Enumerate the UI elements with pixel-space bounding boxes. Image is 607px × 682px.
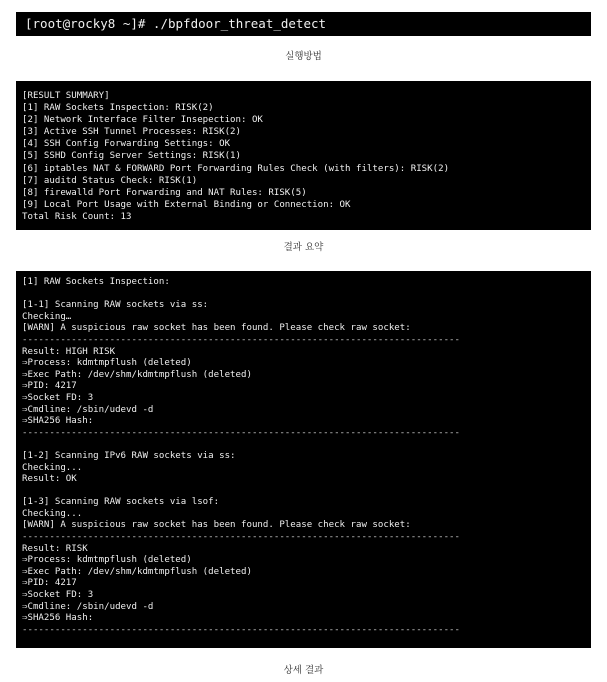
checking-line: Checking... <box>22 508 83 519</box>
detail-header: [1] RAW Sockets Inspection: <box>22 277 170 287</box>
cmdline-line: ⇒Cmdline: /sbin/udevd -d <box>22 601 154 612</box>
process-line: ⇒Process: kdmtmpflush (deleted) <box>22 358 192 369</box>
sha256-line: ⇒SHA256 Hash: <box>22 416 94 427</box>
summary-line: [3] Active SSH Tunnel Processes: RISK(2) <box>22 127 241 138</box>
caption-run-method: 실행방법 <box>285 51 322 62</box>
blank-line <box>22 439 591 451</box>
blank-line <box>22 486 591 498</box>
summary-line: [9] Local Port Usage with External Binding or Connection: OK <box>22 199 351 210</box>
warn-line: [WARN] A suspicious raw socket has been found. Please check raw socket: <box>22 520 411 531</box>
caption-result-summary: 결과 요약 <box>283 242 324 253</box>
summary-line: [7] auditd Status Check: RISK(1) <box>22 175 198 186</box>
result-line: Result: OK <box>22 474 77 485</box>
separator-line: -------------------------------------------------------------------------------- <box>22 427 460 438</box>
result-line: Result: HIGH RISK <box>22 346 116 357</box>
summary-line: [1] RAW Sockets Inspection: RISK(2) <box>22 103 214 114</box>
blank-line <box>22 289 591 301</box>
cmdline-line: ⇒Cmdline: /sbin/udevd -d <box>22 404 154 415</box>
command-prompt-line: [root@rocky8 ~]# ./bpfdoor_threat_detect <box>25 16 327 31</box>
separator-line: -------------------------------------------------------------------------------- <box>22 334 460 345</box>
exec-path-line: ⇒Exec Path: /dev/shm/kdmtmpflush (deleted) <box>22 369 252 380</box>
summary-line: [4] SSH Config Forwarding Settings: OK <box>22 139 231 150</box>
summary-total: Total Risk Count: 13 <box>22 211 132 222</box>
warn-line: [WARN] A suspicious raw socket has been found. Please check raw socket: <box>22 323 411 334</box>
summary-line: [2] Network Interface Filter Insepection: OK <box>22 115 263 126</box>
detail-terminal <box>16 271 591 648</box>
sha256-line: ⇒SHA256 Hash: <box>22 613 94 624</box>
section-title: [1-1] Scanning RAW sockets via ss: <box>22 300 209 311</box>
exec-path-line: ⇒Exec Path: /dev/shm/kdmtmpflush (deleted) <box>22 566 252 577</box>
process-line: ⇒Process: kdmtmpflush (deleted) <box>22 555 192 566</box>
pid-line: ⇒PID: 4217 <box>22 578 77 589</box>
separator-line: -------------------------------------------------------------------------------- <box>22 624 460 635</box>
section-title: [1-3] Scanning RAW sockets via lsof: <box>22 497 220 508</box>
checking-line: Checking... <box>22 462 83 473</box>
checking-line: Checking… <box>22 311 72 322</box>
command-terminal <box>16 12 591 36</box>
summary-line: [8] firewalld Port Forwarding and NAT Rules: RISK(5) <box>22 187 307 198</box>
summary-header: [RESULT SUMMARY] <box>22 91 110 101</box>
section-title: [1-2] Scanning IPv6 RAW sockets via ss: <box>22 450 236 461</box>
pid-line: ⇒PID: 4217 <box>22 381 77 392</box>
socket-fd-line: ⇒Socket FD: 3 <box>22 590 94 601</box>
summary-terminal <box>16 81 591 230</box>
summary-line: [6] iptables NAT & FORWARD Port Forwarding Rules Check (with filters): RISK(2) <box>22 163 450 174</box>
summary-line: [5] SSHD Config Server Settings: RISK(1) <box>22 151 241 162</box>
result-line: Result: RISK <box>22 543 88 554</box>
caption-detail-result: 상세 결과 <box>283 665 324 676</box>
socket-fd-line: ⇒Socket FD: 3 <box>22 392 94 403</box>
separator-line: -------------------------------------------------------------------------------- <box>22 532 460 543</box>
